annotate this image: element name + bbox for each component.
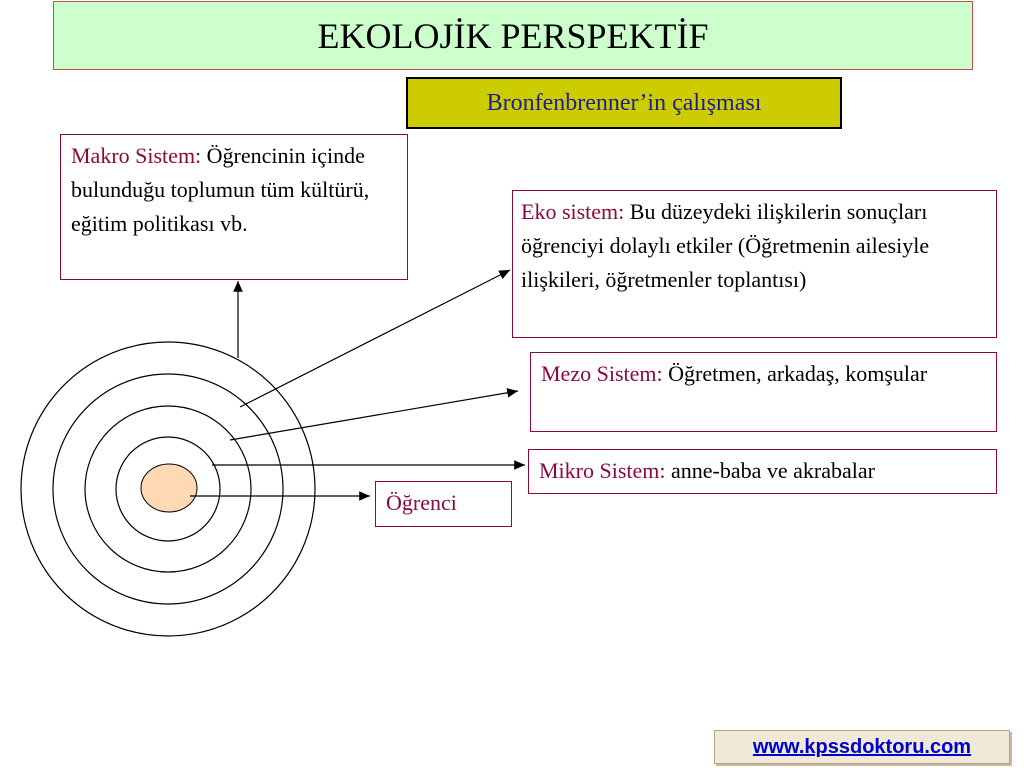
student-label-box bbox=[375, 481, 512, 527]
student-label: Öğrenci bbox=[386, 490, 457, 515]
mikro-system-box bbox=[528, 449, 997, 494]
arrow-to-eko bbox=[240, 270, 510, 407]
arrow-to-mezo bbox=[230, 391, 518, 440]
subtitle-text: Bronfenbrenner’in çalışması bbox=[486, 89, 762, 116]
footer-link-box bbox=[714, 730, 1010, 764]
makro-system-box bbox=[60, 134, 408, 280]
mikro-text: anne-baba ve akrabalar bbox=[665, 458, 875, 483]
mikro-key: Mikro Sistem: bbox=[539, 458, 666, 483]
mezo-text: Öğretmen, arkadaş, komşular bbox=[662, 361, 928, 386]
footer-link[interactable]: www.kpssdoktoru.com bbox=[752, 735, 972, 758]
mezo-system-box bbox=[530, 352, 997, 432]
student-core bbox=[141, 464, 197, 512]
eko-text: Bu düzeydeki ilişkilerin sonuçları öğrenciyi dolaylı etkiler (Öğretmenin ailesiyle ilişkileri, öğretmenler toplantısı) bbox=[521, 199, 930, 292]
page-title-text: EKOLOJİK PERSPEKTİF bbox=[317, 15, 709, 56]
mezo-key: Mezo Sistem: bbox=[541, 361, 663, 386]
eko-key: Eko sistem: bbox=[521, 199, 625, 224]
makro-key: Makro Sistem: bbox=[71, 143, 202, 168]
eko-system-box bbox=[512, 190, 997, 338]
makro-text: Öğrencinin içinde bulunduğu toplumun tüm kültürü, eğitim politikası vb. bbox=[71, 143, 370, 236]
